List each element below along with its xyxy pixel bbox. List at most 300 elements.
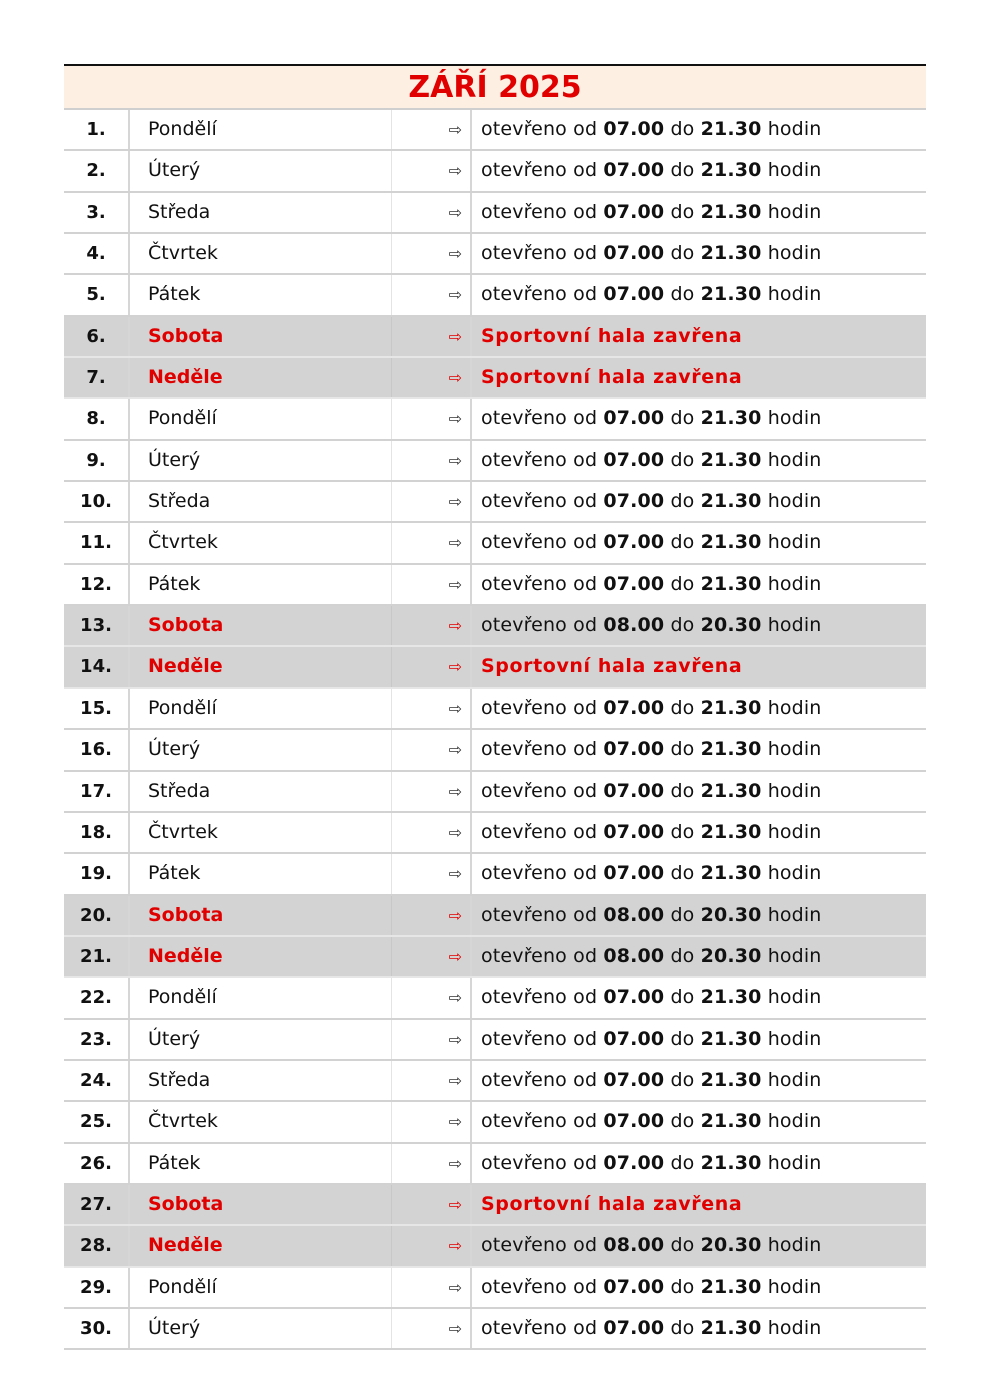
- day-name: Sobota: [130, 606, 392, 645]
- table-row: [64, 193, 926, 234]
- day-name: Pondělí: [130, 110, 392, 149]
- opening-hours: [472, 151, 926, 190]
- day-name: Středa: [130, 482, 392, 521]
- hours-word: hodin: [767, 986, 822, 1009]
- opening-hours: [472, 399, 926, 438]
- day-name: Úterý: [130, 730, 392, 769]
- arrow-right-icon: ⇨: [392, 234, 472, 273]
- day-name: Pondělí: [130, 399, 392, 438]
- to-word: do: [670, 820, 695, 843]
- day-name: Pátek: [130, 1144, 392, 1183]
- opening-hours: [472, 565, 926, 604]
- open-from-time: 07.00: [603, 820, 665, 843]
- open-from-time: 07.00: [603, 242, 665, 265]
- open-word: otevřeno: [481, 779, 567, 802]
- arrow-right-icon: ⇨: [392, 896, 472, 935]
- to-word: do: [670, 614, 695, 637]
- from-word: od: [573, 696, 598, 719]
- table-row: [64, 482, 926, 523]
- month-title: ZÁŘÍ 2025: [64, 64, 926, 110]
- open-to-time: 21.30: [700, 490, 762, 513]
- opening-hours: [472, 937, 926, 976]
- opening-hours: [472, 730, 926, 769]
- table-row: [64, 151, 926, 192]
- open-from-time: 07.00: [603, 1027, 665, 1050]
- day-number: 27.: [64, 1185, 130, 1224]
- open-word: otevřeno: [481, 986, 567, 1009]
- day-number: 8.: [64, 399, 130, 438]
- from-word: od: [573, 944, 598, 967]
- arrow-right-icon: ⇨: [392, 275, 472, 314]
- from-word: od: [573, 820, 598, 843]
- table-row: [64, 1061, 926, 1102]
- day-number: 11.: [64, 523, 130, 562]
- arrow-right-icon: ⇨: [392, 689, 472, 728]
- open-word: otevřeno: [481, 696, 567, 719]
- closed-notice: Sportovní hala zavřena: [481, 655, 743, 678]
- table-row: [64, 110, 926, 151]
- table-row: [64, 441, 926, 482]
- day-name: Úterý: [130, 441, 392, 480]
- day-number: 1.: [64, 110, 130, 149]
- arrow-right-icon: ⇨: [392, 358, 472, 397]
- open-word: otevřeno: [481, 1275, 567, 1298]
- open-from-time: 08.00: [603, 944, 665, 967]
- opening-hours: [472, 689, 926, 728]
- opening-hours: [472, 193, 926, 232]
- open-from-time: 07.00: [603, 1110, 665, 1133]
- to-word: do: [670, 283, 695, 306]
- to-word: do: [670, 986, 695, 1009]
- open-from-time: 07.00: [603, 572, 665, 595]
- opening-hours: [472, 110, 926, 149]
- opening-hours: [472, 234, 926, 273]
- hours-word: hodin: [767, 490, 822, 513]
- day-number: 10.: [64, 482, 130, 521]
- table-row: [64, 937, 926, 978]
- opening-hours: [472, 482, 926, 521]
- day-number: 19.: [64, 854, 130, 893]
- from-word: od: [573, 614, 598, 637]
- open-to-time: 21.30: [700, 283, 762, 306]
- arrow-right-icon: ⇨: [392, 1226, 472, 1265]
- to-word: do: [670, 242, 695, 265]
- arrow-right-icon: ⇨: [392, 482, 472, 521]
- open-word: otevřeno: [481, 903, 567, 926]
- day-name: Úterý: [130, 1309, 392, 1348]
- arrow-right-icon: ⇨: [392, 565, 472, 604]
- hours-word: hodin: [767, 738, 822, 761]
- hours-word: hodin: [767, 1110, 822, 1133]
- day-name: Úterý: [130, 1020, 392, 1059]
- day-number: 16.: [64, 730, 130, 769]
- to-word: do: [670, 1275, 695, 1298]
- hours-word: hodin: [767, 1068, 822, 1091]
- hours-word: hodin: [767, 944, 822, 967]
- open-word: otevřeno: [481, 572, 567, 595]
- from-word: od: [573, 1027, 598, 1050]
- to-word: do: [670, 779, 695, 802]
- open-to-time: 21.30: [700, 738, 762, 761]
- day-number: 21.: [64, 937, 130, 976]
- from-word: od: [573, 490, 598, 513]
- open-to-time: 21.30: [700, 531, 762, 554]
- day-number: 15.: [64, 689, 130, 728]
- arrow-right-icon: ⇨: [392, 647, 472, 686]
- arrow-right-icon: ⇨: [392, 523, 472, 562]
- table-row: [64, 1226, 926, 1267]
- opening-hours: [472, 896, 926, 935]
- to-word: do: [670, 531, 695, 554]
- arrow-right-icon: ⇨: [392, 151, 472, 190]
- table-row: [64, 1020, 926, 1061]
- table-row: [64, 813, 926, 854]
- to-word: do: [670, 572, 695, 595]
- open-to-time: 21.30: [700, 200, 762, 223]
- table-row: [64, 772, 926, 813]
- hours-word: hodin: [767, 200, 822, 223]
- open-from-time: 07.00: [603, 490, 665, 513]
- open-from-time: 07.00: [603, 159, 665, 182]
- open-from-time: 07.00: [603, 283, 665, 306]
- open-word: otevřeno: [481, 1151, 567, 1174]
- opening-hours: [472, 1020, 926, 1059]
- table-row: [64, 606, 926, 647]
- day-name: Neděle: [130, 358, 392, 397]
- arrow-right-icon: ⇨: [392, 854, 472, 893]
- hours-word: hodin: [767, 407, 822, 430]
- table-row: [64, 1144, 926, 1185]
- open-word: otevřeno: [481, 820, 567, 843]
- open-from-time: 08.00: [603, 614, 665, 637]
- opening-hours: [472, 1144, 926, 1183]
- to-word: do: [670, 1316, 695, 1339]
- table-row: [64, 1185, 926, 1226]
- table-row: [64, 647, 926, 688]
- open-word: otevřeno: [481, 159, 567, 182]
- opening-hours: [472, 441, 926, 480]
- open-word: otevřeno: [481, 448, 567, 471]
- to-word: do: [670, 490, 695, 513]
- table-row: [64, 978, 926, 1019]
- day-number: 9.: [64, 441, 130, 480]
- day-number: 29.: [64, 1268, 130, 1307]
- closed-notice: Sportovní hala zavřena: [481, 1192, 743, 1215]
- from-word: od: [573, 448, 598, 471]
- open-word: otevřeno: [481, 1110, 567, 1133]
- to-word: do: [670, 407, 695, 430]
- open-from-time: 07.00: [603, 779, 665, 802]
- opening-hours: [472, 1268, 926, 1307]
- from-word: od: [573, 118, 598, 140]
- to-word: do: [670, 1234, 695, 1257]
- closed-notice: Sportovní hala zavřena: [481, 324, 743, 347]
- day-number: 13.: [64, 606, 130, 645]
- from-word: od: [573, 1151, 598, 1174]
- open-from-time: 08.00: [603, 903, 665, 926]
- schedule-rows: [64, 110, 926, 1350]
- hours-word: hodin: [767, 242, 822, 265]
- to-word: do: [670, 118, 695, 140]
- day-name: Čtvrtek: [130, 813, 392, 852]
- hours-word: hodin: [767, 531, 822, 554]
- opening-hours: [472, 1309, 926, 1348]
- from-word: od: [573, 572, 598, 595]
- open-from-time: 07.00: [603, 1068, 665, 1091]
- from-word: od: [573, 779, 598, 802]
- opening-hours: [472, 1061, 926, 1100]
- arrow-right-icon: ⇨: [392, 978, 472, 1017]
- day-number: 5.: [64, 275, 130, 314]
- day-name: Sobota: [130, 1185, 392, 1224]
- open-to-time: 20.30: [700, 614, 762, 637]
- arrow-right-icon: ⇨: [392, 813, 472, 852]
- to-word: do: [670, 738, 695, 761]
- day-number: 25.: [64, 1102, 130, 1141]
- day-number: 30.: [64, 1309, 130, 1348]
- open-word: otevřeno: [481, 738, 567, 761]
- hours-word: hodin: [767, 696, 822, 719]
- hours-word: hodin: [767, 283, 822, 306]
- open-from-time: 07.00: [603, 1275, 665, 1298]
- day-number: 6.: [64, 317, 130, 356]
- arrow-right-icon: ⇨: [392, 317, 472, 356]
- open-to-time: 21.30: [700, 572, 762, 595]
- arrow-right-icon: ⇨: [392, 1268, 472, 1307]
- table-row: [64, 1102, 926, 1143]
- opening-hours: [472, 606, 926, 645]
- table-row: [64, 896, 926, 937]
- open-from-time: 08.00: [603, 1234, 665, 1257]
- day-name: Neděle: [130, 647, 392, 686]
- day-name: Úterý: [130, 151, 392, 190]
- day-name: Čtvrtek: [130, 523, 392, 562]
- arrow-right-icon: ⇨: [392, 193, 472, 232]
- opening-hours: [472, 813, 926, 852]
- open-word: otevřeno: [481, 862, 567, 885]
- arrow-right-icon: ⇨: [392, 730, 472, 769]
- to-word: do: [670, 1068, 695, 1091]
- from-word: od: [573, 242, 598, 265]
- day-number: 22.: [64, 978, 130, 1017]
- open-to-time: 21.30: [700, 407, 762, 430]
- open-to-time: 21.30: [700, 986, 762, 1009]
- arrow-right-icon: ⇨: [392, 772, 472, 811]
- day-number: 24.: [64, 1061, 130, 1100]
- day-number: 26.: [64, 1144, 130, 1183]
- opening-hours: [472, 1102, 926, 1141]
- from-word: od: [573, 1275, 598, 1298]
- from-word: od: [573, 986, 598, 1009]
- day-number: 18.: [64, 813, 130, 852]
- table-row: [64, 854, 926, 895]
- opening-hours: [472, 275, 926, 314]
- hours-word: hodin: [767, 820, 822, 843]
- open-word: otevřeno: [481, 118, 567, 140]
- day-name: Středa: [130, 193, 392, 232]
- open-to-time: 21.30: [700, 242, 762, 265]
- day-number: 2.: [64, 151, 130, 190]
- day-name: Středa: [130, 772, 392, 811]
- open-word: otevřeno: [481, 407, 567, 430]
- day-name: Pondělí: [130, 689, 392, 728]
- open-to-time: 21.30: [700, 448, 762, 471]
- to-word: do: [670, 1151, 695, 1174]
- hours-word: hodin: [767, 159, 822, 182]
- arrow-right-icon: ⇨: [392, 399, 472, 438]
- to-word: do: [670, 903, 695, 926]
- day-number: 7.: [64, 358, 130, 397]
- open-from-time: 07.00: [603, 696, 665, 719]
- open-to-time: 21.30: [700, 1316, 762, 1339]
- day-number: 12.: [64, 565, 130, 604]
- opening-hours: [472, 772, 926, 811]
- from-word: od: [573, 283, 598, 306]
- table-row: [64, 689, 926, 730]
- day-name: Čtvrtek: [130, 1102, 392, 1141]
- from-word: od: [573, 531, 598, 554]
- hours-word: hodin: [767, 1151, 822, 1174]
- day-number: 28.: [64, 1226, 130, 1265]
- day-name: Pátek: [130, 275, 392, 314]
- day-number: 4.: [64, 234, 130, 273]
- open-to-time: 21.30: [700, 1275, 762, 1298]
- arrow-right-icon: ⇨: [392, 1061, 472, 1100]
- from-word: od: [573, 159, 598, 182]
- table-row: [64, 234, 926, 275]
- open-to-time: 21.30: [700, 862, 762, 885]
- day-name: Pondělí: [130, 978, 392, 1017]
- day-number: 14.: [64, 647, 130, 686]
- day-number: 3.: [64, 193, 130, 232]
- arrow-right-icon: ⇨: [392, 606, 472, 645]
- arrow-right-icon: ⇨: [392, 1144, 472, 1183]
- to-word: do: [670, 1027, 695, 1050]
- day-name: Sobota: [130, 317, 392, 356]
- day-name: Neděle: [130, 937, 392, 976]
- open-from-time: 07.00: [603, 986, 665, 1009]
- table-row: [64, 523, 926, 564]
- table-row: [64, 1268, 926, 1309]
- from-word: od: [573, 862, 598, 885]
- open-from-time: 07.00: [603, 862, 665, 885]
- open-word: otevřeno: [481, 242, 567, 265]
- arrow-right-icon: ⇨: [392, 1309, 472, 1348]
- open-word: otevřeno: [481, 283, 567, 306]
- from-word: od: [573, 1316, 598, 1339]
- hours-word: hodin: [767, 1275, 822, 1298]
- to-word: do: [670, 159, 695, 182]
- to-word: do: [670, 696, 695, 719]
- open-word: otevřeno: [481, 531, 567, 554]
- open-from-time: 07.00: [603, 531, 665, 554]
- open-from-time: 07.00: [603, 200, 665, 223]
- to-word: do: [670, 1110, 695, 1133]
- day-name: Sobota: [130, 896, 392, 935]
- opening-hours: [472, 978, 926, 1017]
- open-from-time: 07.00: [603, 118, 665, 140]
- table-row: [64, 565, 926, 606]
- open-to-time: 21.30: [700, 1027, 762, 1050]
- day-name: Pátek: [130, 565, 392, 604]
- from-word: od: [573, 1234, 598, 1257]
- open-to-time: 21.30: [700, 118, 762, 140]
- to-word: do: [670, 200, 695, 223]
- open-word: otevřeno: [481, 1027, 567, 1050]
- open-to-time: 21.30: [700, 1151, 762, 1174]
- hours-word: hodin: [767, 1027, 822, 1050]
- open-to-time: 20.30: [700, 903, 762, 926]
- open-from-time: 07.00: [603, 448, 665, 471]
- open-to-time: 21.30: [700, 1068, 762, 1091]
- open-word: otevřeno: [481, 490, 567, 513]
- open-word: otevřeno: [481, 1316, 567, 1339]
- open-from-time: 07.00: [603, 738, 665, 761]
- open-to-time: 20.30: [700, 944, 762, 967]
- day-name: Pátek: [130, 854, 392, 893]
- from-word: od: [573, 738, 598, 761]
- arrow-right-icon: ⇨: [392, 1020, 472, 1059]
- open-from-time: 07.00: [603, 407, 665, 430]
- open-word: otevřeno: [481, 944, 567, 967]
- hours-word: hodin: [767, 118, 822, 140]
- hours-word: hodin: [767, 862, 822, 885]
- day-number: 23.: [64, 1020, 130, 1059]
- day-name: Neděle: [130, 1226, 392, 1265]
- open-word: otevřeno: [481, 200, 567, 223]
- open-to-time: 21.30: [700, 159, 762, 182]
- day-name: Středa: [130, 1061, 392, 1100]
- table-row: [64, 275, 926, 316]
- closed-notice: Sportovní hala zavřena: [481, 366, 743, 389]
- from-word: od: [573, 903, 598, 926]
- opening-hours: [472, 854, 926, 893]
- day-number: 20.: [64, 896, 130, 935]
- open-word: otevřeno: [481, 1068, 567, 1091]
- hours-word: hodin: [767, 903, 822, 926]
- open-word: otevřeno: [481, 614, 567, 637]
- arrow-right-icon: ⇨: [392, 937, 472, 976]
- open-to-time: 21.30: [700, 696, 762, 719]
- from-word: od: [573, 200, 598, 223]
- to-word: do: [670, 448, 695, 471]
- open-to-time: 20.30: [700, 1234, 762, 1257]
- table-row: [64, 358, 926, 399]
- arrow-right-icon: ⇨: [392, 1185, 472, 1224]
- hours-word: hodin: [767, 1234, 822, 1257]
- open-to-time: 21.30: [700, 820, 762, 843]
- open-to-time: 21.30: [700, 1110, 762, 1133]
- to-word: do: [670, 944, 695, 967]
- day-name: Čtvrtek: [130, 234, 392, 273]
- arrow-right-icon: ⇨: [392, 441, 472, 480]
- arrow-right-icon: ⇨: [392, 1102, 472, 1141]
- open-word: otevřeno: [481, 1234, 567, 1257]
- hours-word: hodin: [767, 1316, 822, 1339]
- opening-hours: [472, 1226, 926, 1265]
- table-row: [64, 1309, 926, 1350]
- hours-word: hodin: [767, 614, 822, 637]
- hours-word: hodin: [767, 779, 822, 802]
- hours-word: hodin: [767, 572, 822, 595]
- schedule-table: [64, 64, 926, 1350]
- day-number: 17.: [64, 772, 130, 811]
- opening-hours: [472, 523, 926, 562]
- open-from-time: 07.00: [603, 1316, 665, 1339]
- from-word: od: [573, 1110, 598, 1133]
- table-row: [64, 317, 926, 358]
- day-name: Pondělí: [130, 1268, 392, 1307]
